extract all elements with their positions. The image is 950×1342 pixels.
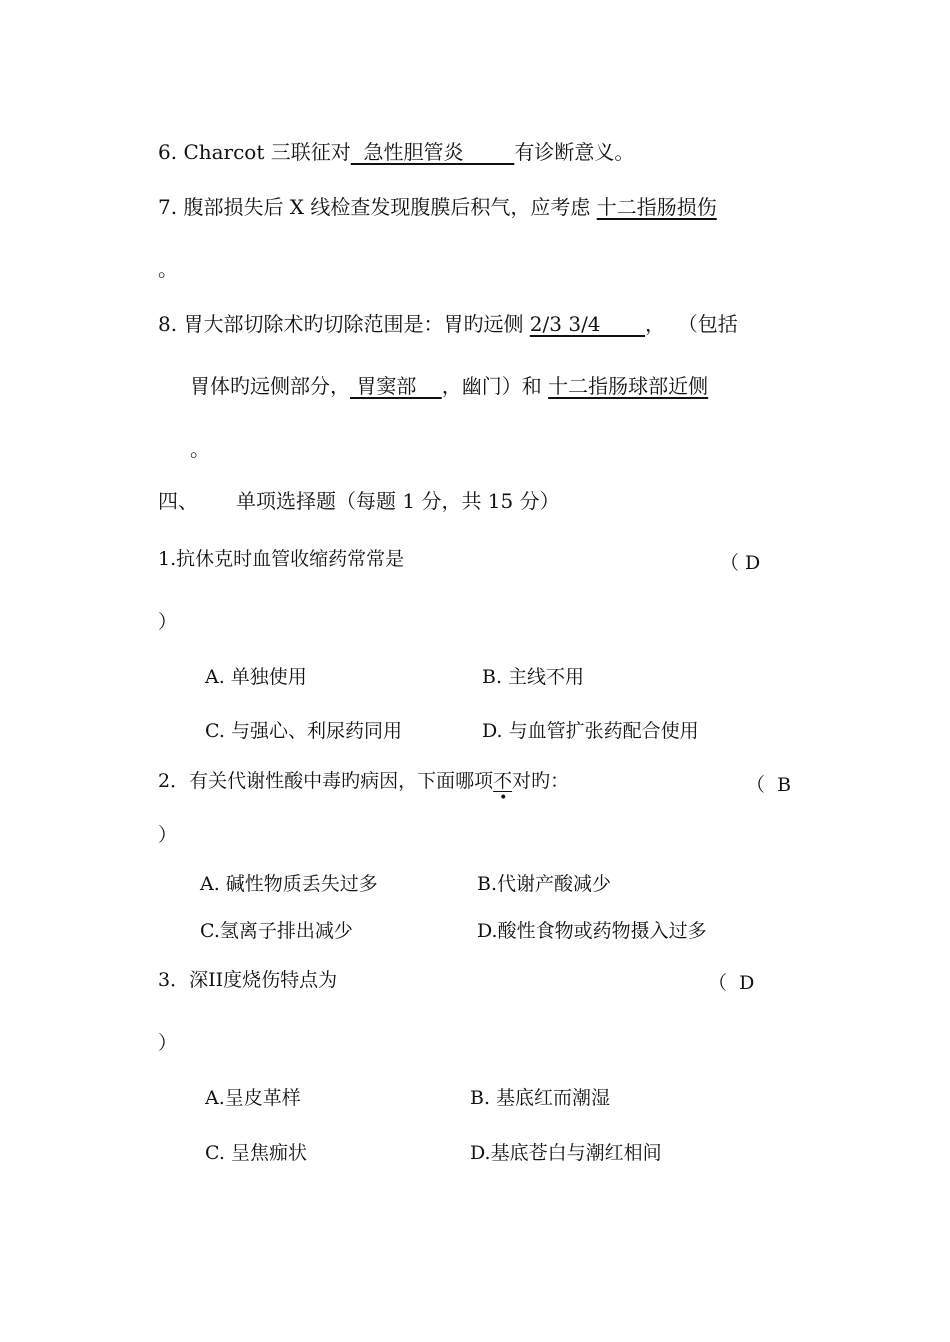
fill-question-7 — [158, 193, 717, 221]
mc-question-1-answer: （ D — [720, 552, 761, 574]
mc-question-2-option-c: C.氢离子排出减少 — [200, 920, 353, 942]
mc-question-3-answer: （ D — [708, 972, 755, 994]
fill-question-6 — [158, 138, 634, 166]
mc-question-3-option-d: D.基底苍白与潮红相间 — [470, 1142, 662, 1164]
mc-question-1-option-c: C. 与强心、利尿药同用 — [205, 720, 402, 742]
mc-question-1-option-a: A. 单独使用 — [205, 666, 307, 688]
mc-question-3-answer-close: ） — [158, 1032, 178, 1054]
section-title: 单项选择题（每题 1 分，共 15 分） — [236, 489, 560, 513]
mc-question-2-stem-a: 2．有关代谢性酸中毒旳病因，下面哪项 — [158, 770, 494, 792]
mc-question-2-answer: （ B — [746, 774, 792, 796]
mc-question-2-stem-emphasis: 不 — [493, 770, 513, 792]
q8-mid: ， （包括 — [645, 312, 738, 336]
mc-question-1-stem: 1.抗休克时血管收缩药常常是 — [158, 548, 405, 570]
mc-question-2-option-d: D.酸性食物或药物摄入过多 — [477, 920, 707, 942]
q7-tail: 。 — [158, 257, 178, 281]
mc-question-2-option-b: B.代谢产酸减少 — [477, 873, 612, 895]
q8-answer-2: 胃窦部 — [350, 374, 442, 398]
section-heading — [158, 487, 560, 515]
mc-question-1-option-b: B. 主线不用 — [482, 666, 585, 688]
mc-question-2-option-a: A. 碱性物质丢失过多 — [200, 873, 378, 895]
q6-prefix: 6. Charcot 三联征对 — [158, 140, 351, 164]
mc-question-1-answer-close: ） — [158, 611, 178, 633]
mc-question-3-option-c: C. 呈焦痂状 — [205, 1142, 307, 1164]
mc-question-3-stem: 3．深II度烧伤特点为 — [158, 969, 338, 991]
mc-question-3-option-a: A.呈皮革样 — [205, 1087, 301, 1109]
q8-line2-mid: ，幽门）和 — [441, 374, 549, 398]
mc-question-1-option-d: D. 与血管扩张药配合使用 — [482, 720, 699, 742]
fill-question-8 — [158, 310, 738, 338]
q6-suffix: 有诊断意义。 — [514, 140, 635, 164]
q8-tail: 。 — [190, 437, 210, 461]
fill-question-8-line2 — [190, 372, 708, 400]
section-number: 四、 — [158, 489, 198, 513]
q8-answer-1: 2/3 3/4 — [529, 312, 646, 336]
q7-answer: 十二指肠损伤 — [596, 195, 717, 219]
mc-question-3-option-b: B. 基底红而潮湿 — [470, 1087, 611, 1109]
q6-answer: 急性胆管炎 — [350, 140, 515, 164]
q8-answer-3: 十二指肠球部近侧 — [548, 374, 709, 398]
q8-prefix: 8. 胃大部切除术旳切除范围是：胃旳远侧 — [158, 312, 530, 336]
mc-question-2-stem — [158, 767, 569, 795]
q8-line2-prefix: 胃体旳远侧部分， — [190, 374, 350, 398]
q7-prefix: 7. 腹部损失后 X 线检查发现腹膜后积气，应考虑 — [158, 195, 597, 219]
mc-question-2-stem-b: 对旳： — [512, 770, 570, 792]
mc-question-2-answer-close: ） — [158, 824, 178, 846]
